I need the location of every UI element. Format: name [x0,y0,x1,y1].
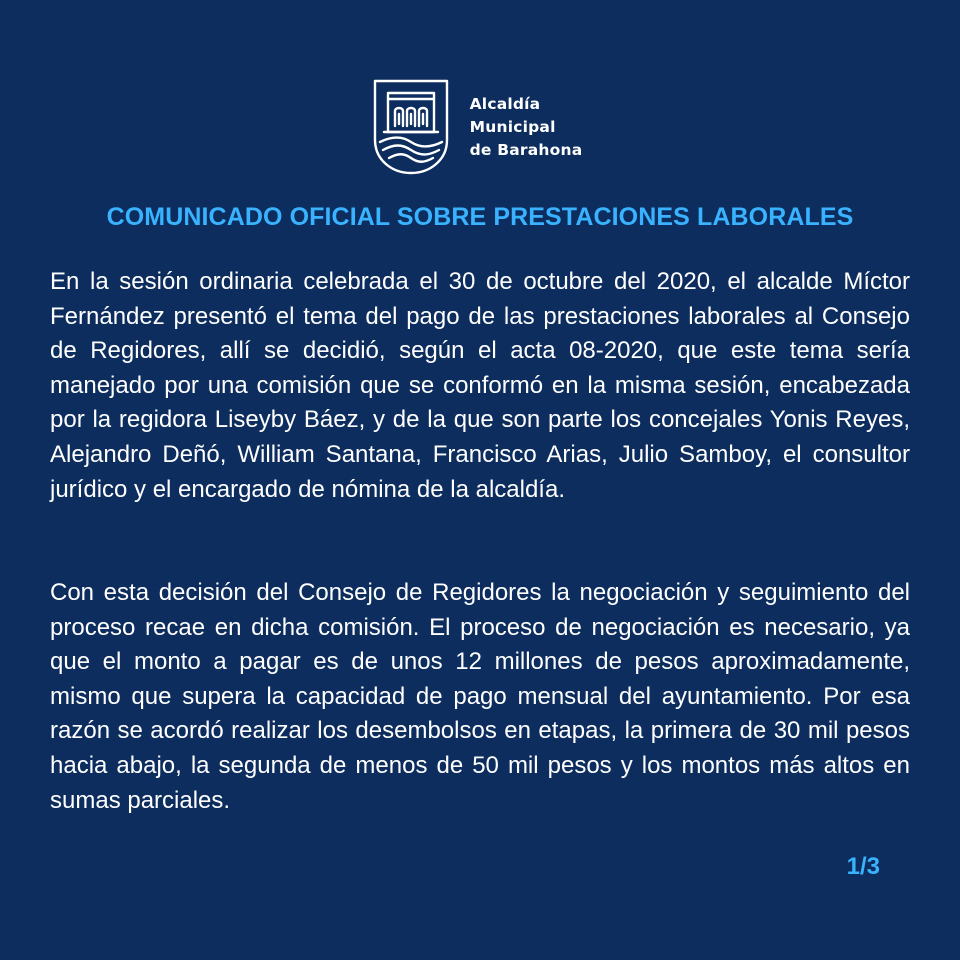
logo [372,78,583,176]
municipal-building-shield-icon [372,78,450,176]
page-number: 1/3 [846,853,880,880]
org-name-line1: Alcaldía [469,94,541,113]
paragraph-2: Con esta decisión del Consejo de Regidores la negociación y seguimiento del proceso recae en dicha comisión. El proceso de negociación es necesario, ya que el monto a pagar es de unos 12 millones de pesos aproximadamente, mismo que supera la capacidad de pago mensual del ayuntamiento. Por esa razón se acordó realizar los desembolsos en etapas, la primera de 30 mil pesos hacia abajo, la segunda de menos de 50 mil pesos y los montos más altos en sumas parciales. [50,579,910,814]
org-name-line2: Municipal [469,117,556,136]
org-name-line3: de Barahona [469,140,583,159]
paragraph-1: En la sesión ordinaria celebrada el 30 de octubre del 2020, el alcalde Míctor Fernández presentó el tema del pago de las prestaciones laborales al Consejo de Regidores, allí se decidió, según el acta 08-2020, que este tema sería manejado por una comisión que se conformó en la misma sesión, encabezada por la regidora Liseyby Báez, y de la que son parte los concejales Yonis Reyes, Alejandro Deñó, William Santana, Francisco Arias, Julio Samboy, el consultor jurídico y el encargado de nómina de la alcaldía. [50,268,910,503]
document-title: COMUNICADO OFICIAL SOBRE PRESTACIONES LABORALES [106,203,854,231]
header [0,78,960,176]
organization-name [470,93,583,162]
